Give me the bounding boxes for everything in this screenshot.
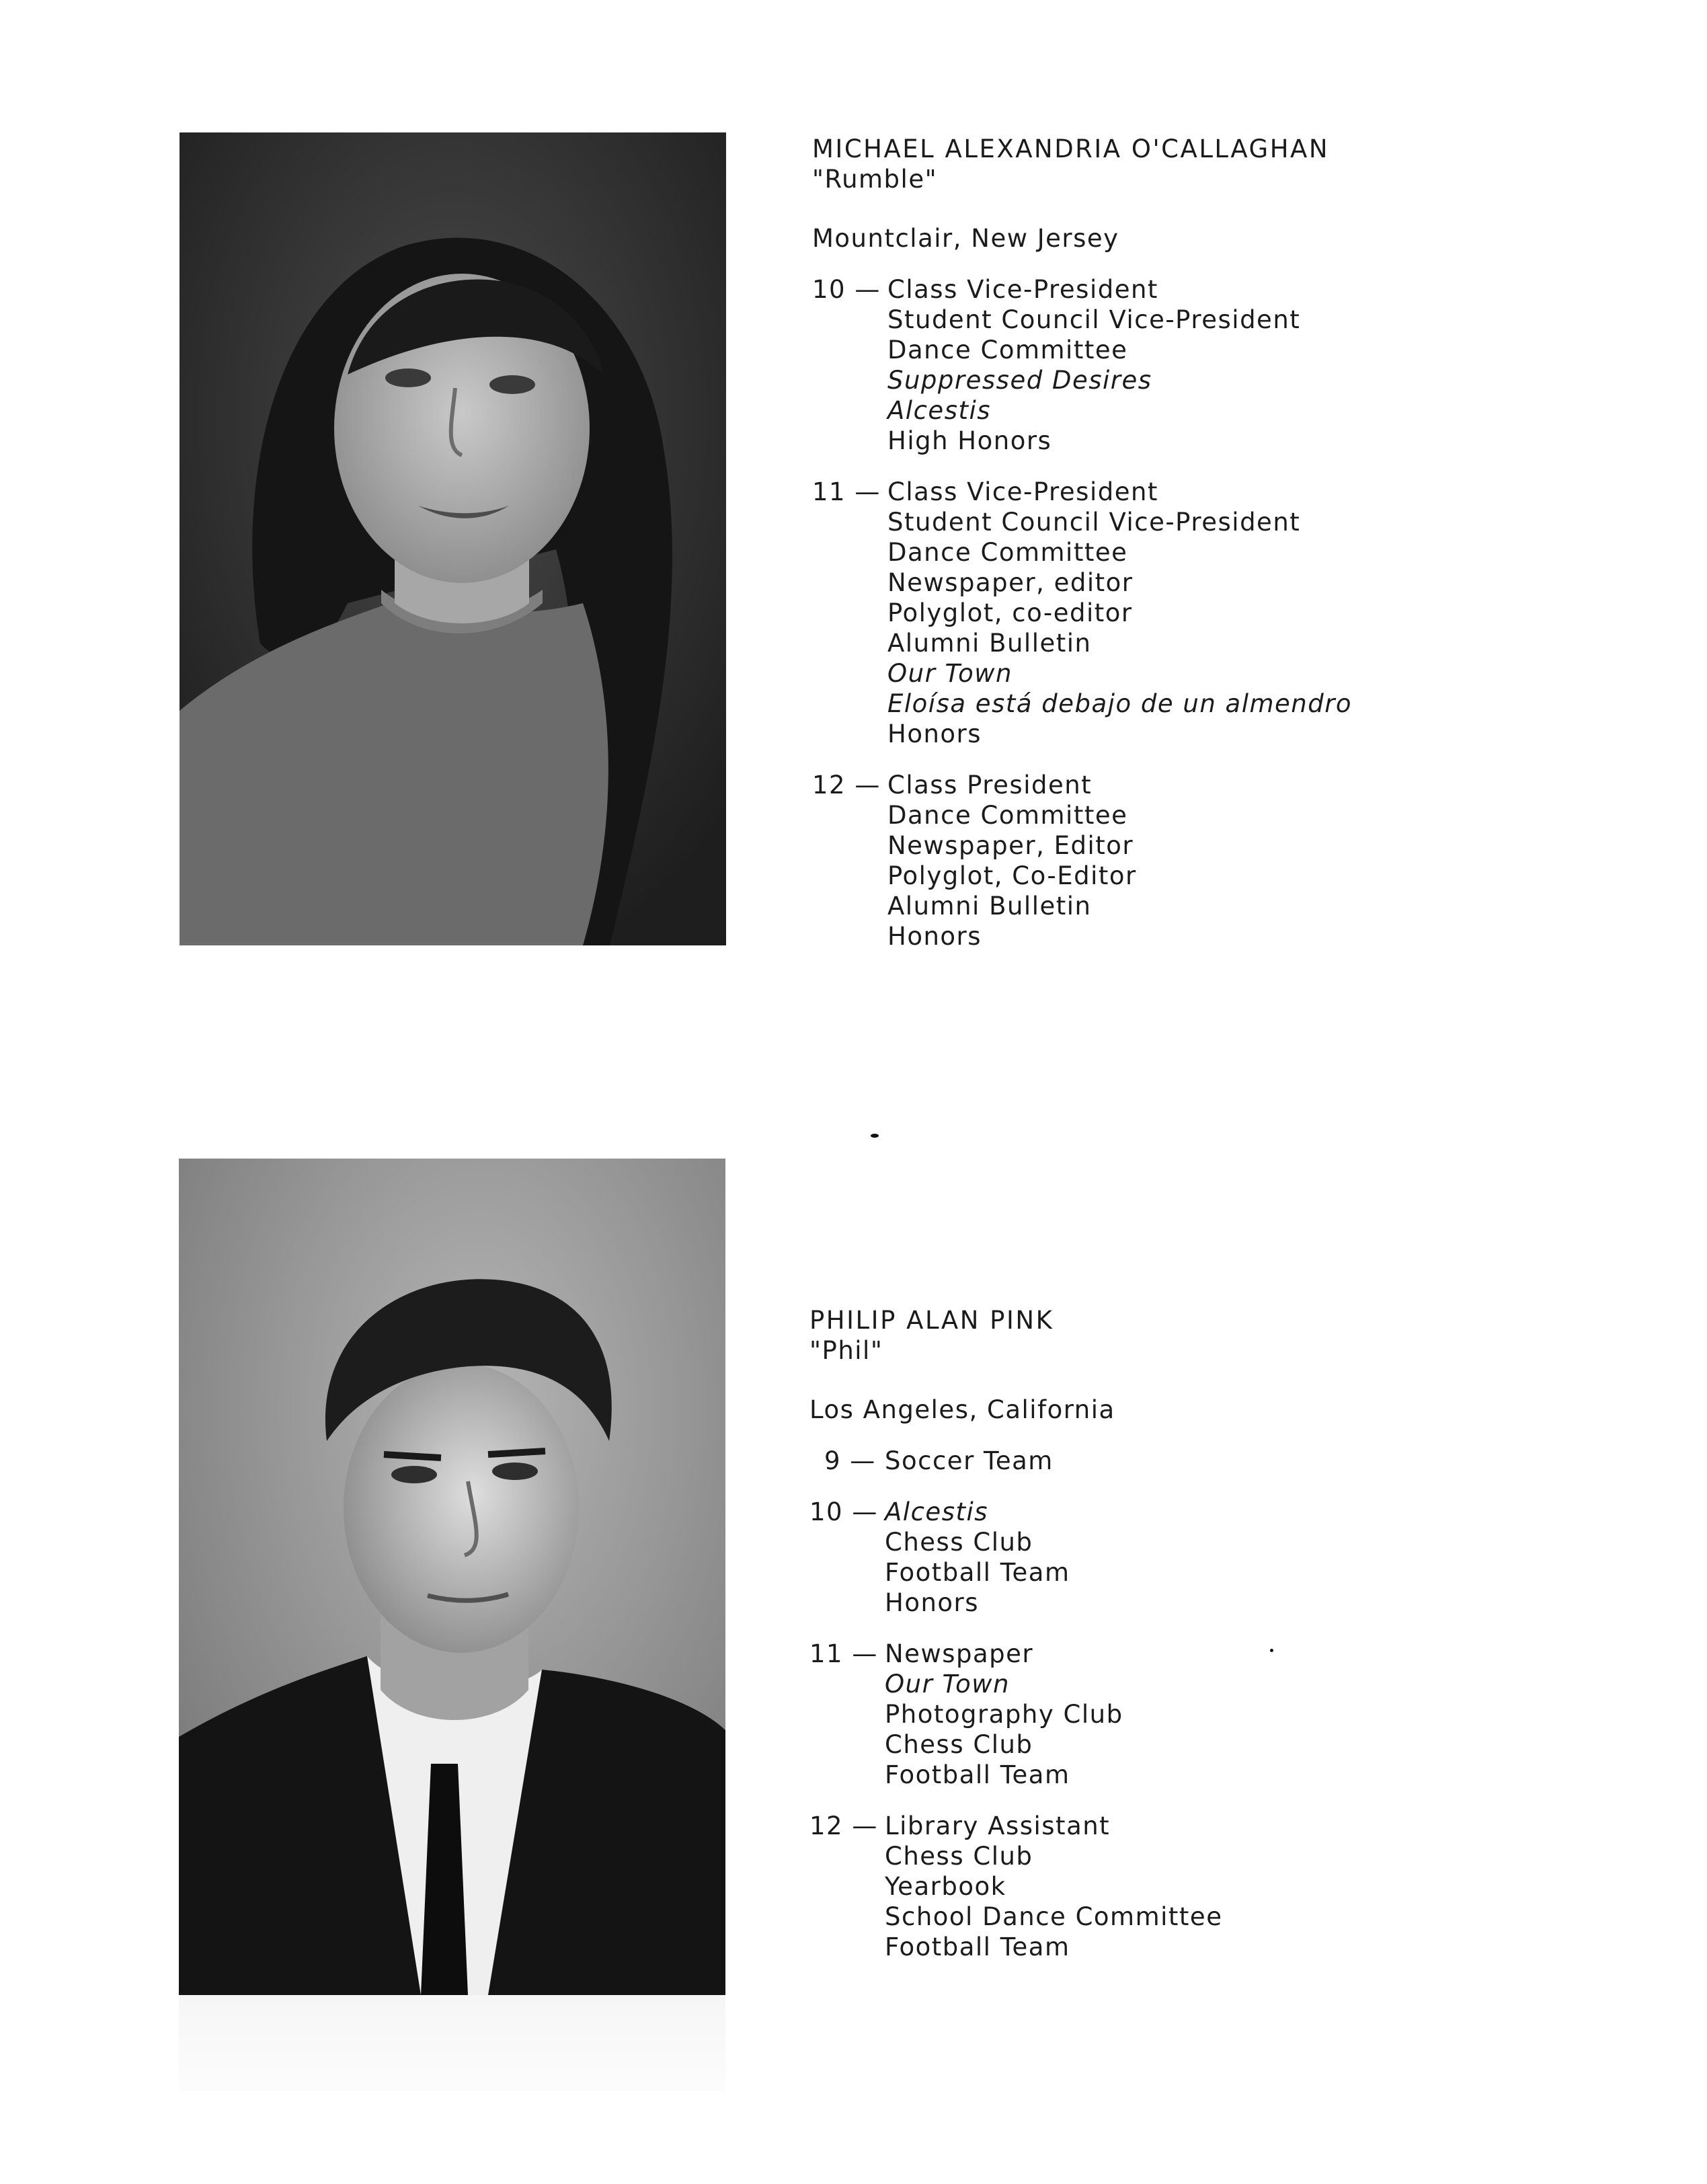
activity-list (885, 1446, 1054, 1476)
grade-block-11 (812, 477, 1352, 749)
ink-speck (871, 1134, 879, 1138)
activity-item: Honors (887, 922, 982, 951)
activity-item: Photography Club (885, 1700, 1123, 1729)
activity-item: Honors (885, 1588, 980, 1617)
grade-block-12 (812, 770, 1352, 951)
activity-item: Dance Committee (887, 538, 1128, 567)
grade-block-9 (809, 1446, 1222, 1476)
activity-item: Football Team (885, 1760, 1070, 1789)
activity-item: Chess Club (885, 1730, 1033, 1759)
grade-label: 11 — (809, 1639, 878, 1668)
ink-speck (1270, 1649, 1273, 1652)
activity-list (887, 770, 1137, 951)
grade-label: 9 — (824, 1446, 876, 1475)
activity-item: Chess Club (885, 1842, 1033, 1871)
grade-block-10 (809, 1497, 1222, 1618)
grade-block-10 (812, 274, 1352, 456)
grade-block-11 (809, 1639, 1222, 1790)
grade-label: 12 — (809, 1811, 878, 1840)
portrait-image (180, 132, 726, 945)
grade-label: 11 — (812, 477, 881, 506)
activity-item: Polyglot, Co-Editor (887, 861, 1137, 890)
portrait-photo-ocallaghan (180, 132, 726, 945)
grade-label: 12 — (812, 771, 881, 800)
activity-item: Eloísa está debajo de un almendro (887, 689, 1353, 718)
activity-item: Dance Committee (887, 801, 1128, 830)
student-hometown: Mountclair, New Jersey (812, 224, 1119, 253)
activity-item: Yearbook (885, 1872, 1006, 1901)
activity-item: Honors (887, 719, 982, 748)
activity-item: Class Vice-President (887, 275, 1158, 304)
activity-item: Newspaper, Editor (887, 831, 1134, 860)
grade-block-12 (809, 1811, 1222, 1962)
activity-item: Alumni Bulletin (887, 629, 1092, 658)
activity-item: Class Vice-President (887, 477, 1158, 506)
activity-list (887, 274, 1300, 456)
activity-item: Soccer Team (885, 1446, 1054, 1475)
activity-item: Football Team (885, 1558, 1070, 1587)
activity-item: Class President (887, 771, 1093, 800)
photo-border-fade (179, 1995, 725, 2091)
activity-item: Newspaper, editor (887, 568, 1134, 597)
activity-item: High Honors (887, 426, 1052, 455)
activity-item: Polyglot, co-editor (887, 598, 1133, 627)
activity-item: School Dance Committee (885, 1902, 1223, 1931)
activity-item: Library Assistant (885, 1811, 1111, 1840)
student-name: PHILIP ALAN PINK (809, 1306, 1054, 1335)
student-nickname: "Rumble" (812, 165, 938, 194)
portrait-photo-pink (179, 1159, 725, 1995)
activity-item: Alcestis (887, 396, 992, 425)
activity-item: Chess Club (885, 1528, 1033, 1557)
activity-item: Alcestis (885, 1497, 989, 1526)
activity-item: Student Council Vice-President (887, 508, 1301, 537)
grade-label: 10 — (812, 275, 881, 304)
activity-item: Suppressed Desires (887, 366, 1152, 395)
activity-item: Newspaper (885, 1639, 1034, 1668)
grade-label: 10 — (809, 1497, 878, 1526)
activity-item: Our Town (887, 659, 1013, 688)
activity-item: Student Council Vice-President (887, 305, 1301, 334)
activity-list (885, 1639, 1123, 1790)
portrait-image (179, 1159, 725, 1995)
activity-item: Alumni Bulletin (887, 892, 1092, 921)
activity-item: Dance Committee (887, 336, 1128, 364)
student-entry-1 (812, 134, 1352, 951)
activity-list (885, 1811, 1222, 1962)
student-hometown: Los Angeles, California (809, 1395, 1115, 1424)
activity-list (885, 1497, 1070, 1618)
student-name: MICHAEL ALEXANDRIA O'CALLAGHAN (812, 134, 1330, 163)
activity-item: Football Team (885, 1933, 1070, 1961)
student-entry-2 (809, 1305, 1222, 1962)
activity-item: Our Town (885, 1670, 1010, 1699)
student-nickname: "Phil" (809, 1336, 883, 1365)
activity-list (887, 477, 1352, 749)
